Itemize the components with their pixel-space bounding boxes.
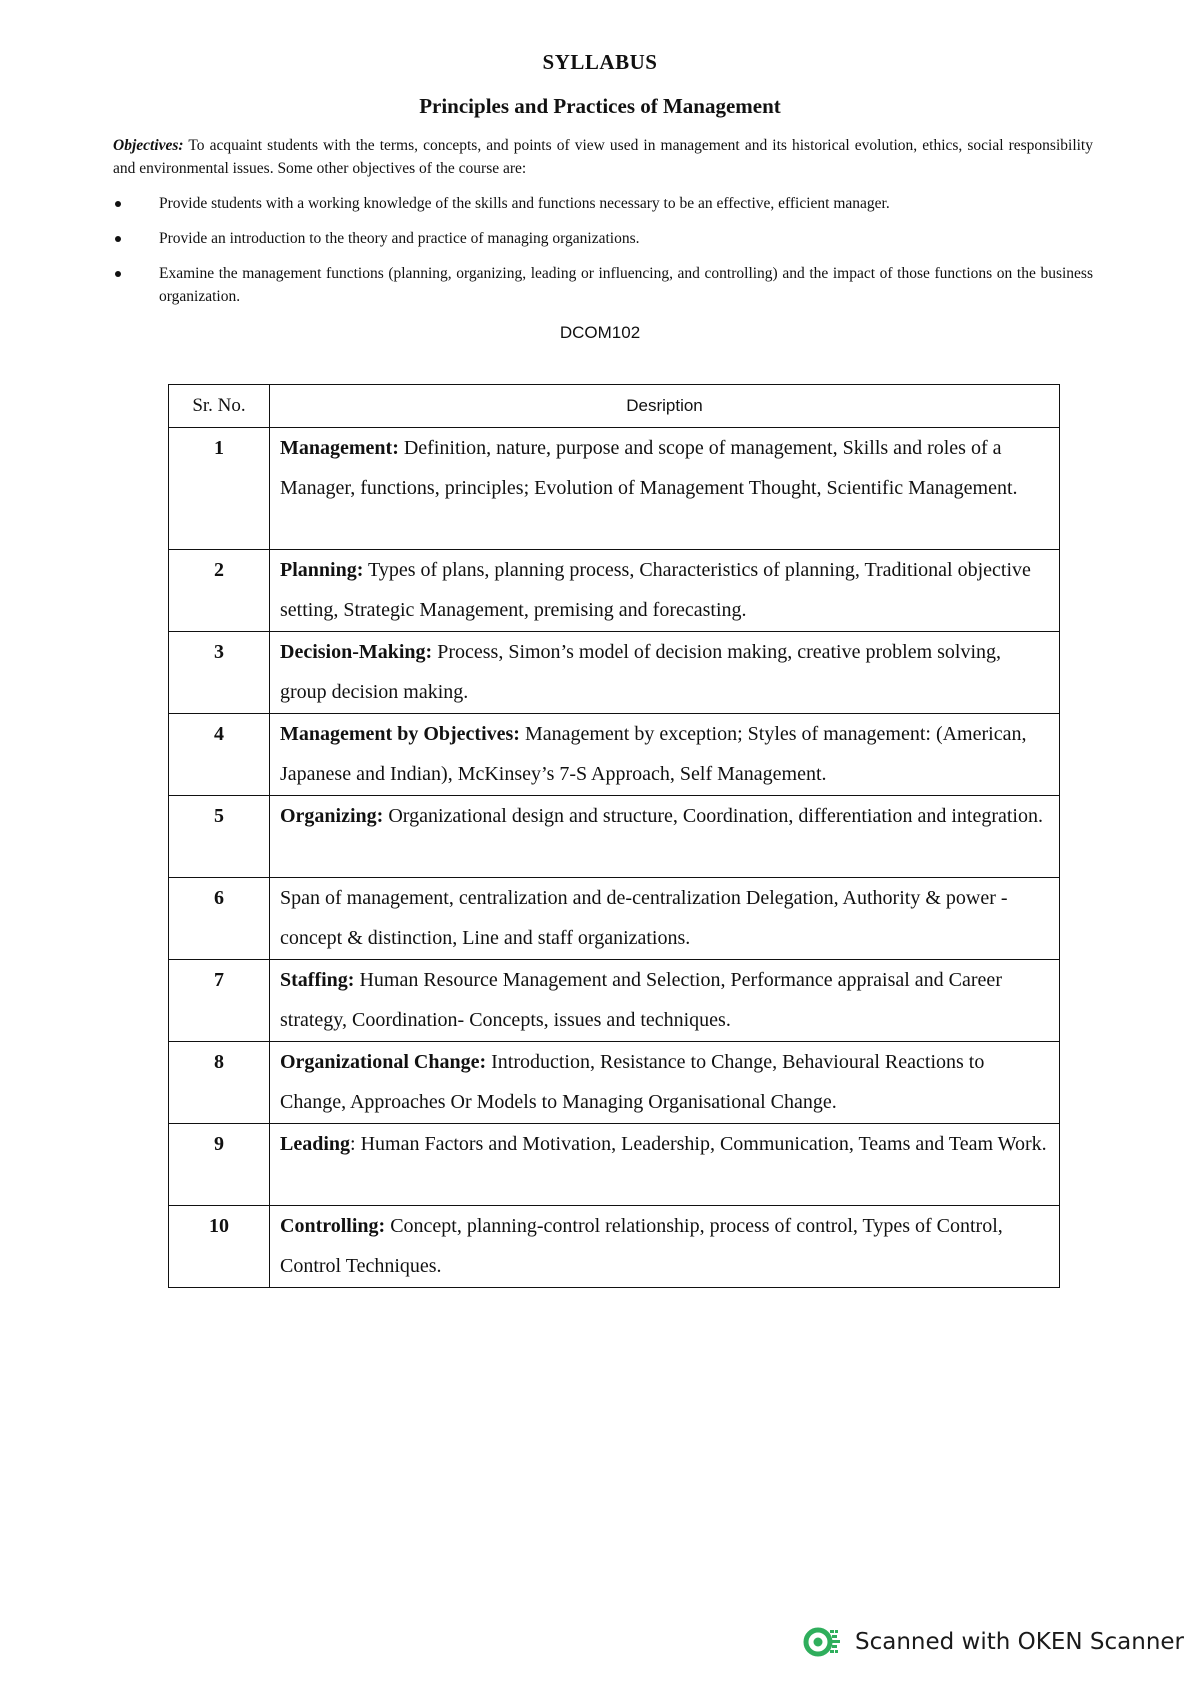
- topic-title: Staffing:: [280, 969, 355, 991]
- topic-text: Management by exception; Styles of management: (American, Japanese and Indian), McKinsey’s 7-S Approach, Self Management.: [280, 723, 1027, 785]
- page-title: SYLLABUS: [542, 50, 658, 74]
- column-header-sr-no: Sr. No.: [169, 385, 270, 428]
- row-number: 8: [169, 1042, 270, 1124]
- row-number: 10: [169, 1206, 270, 1288]
- course-title: Principles and Practices of Management: [419, 94, 781, 118]
- row-description: [270, 1042, 1060, 1124]
- bullet-icon: [115, 201, 121, 207]
- table-header-row: [169, 385, 1060, 428]
- row-number: 2: [169, 550, 270, 632]
- topic-text: Definition, nature, purpose and scope of management, Skills and roles of a Manager, functions, principles; Evolution of Management Thought, Scientific Management.: [280, 437, 1018, 499]
- topic-text: Organizational design and structure, Coordination, differentiation and integration.: [383, 805, 1043, 827]
- row-number: 5: [169, 796, 270, 878]
- topic-title: Controlling:: [280, 1215, 386, 1237]
- row-description: [270, 878, 1060, 960]
- objectives-label: Objectives:: [113, 137, 184, 154]
- syllabus-table: [168, 384, 1060, 1288]
- table-row: [169, 796, 1060, 878]
- topic-text: Types of plans, planning process, Characteristics of planning, Traditional objective setting, Strategic Management, premising and forecasting.: [280, 559, 1031, 621]
- row-number: 7: [169, 960, 270, 1042]
- list-item: [113, 227, 1093, 250]
- topic-text: Human Resource Management and Selection, Performance appraisal and Career strategy, Coordination- Concepts, issues and techniques.: [280, 969, 1002, 1031]
- topic-text: : Human Factors and Motivation, Leadership, Communication, Teams and Team Work.: [350, 1133, 1047, 1155]
- scanner-watermark: [803, 1624, 1184, 1660]
- table-row: [169, 550, 1060, 632]
- objectives-text: To acquaint students with the terms, concepts, and points of view used in management and its historical evolution, ethics, social responsibility and environmental issues. Some other objectives of the course are:: [113, 137, 1093, 177]
- oken-scanner-logo-icon: [803, 1624, 843, 1660]
- row-description: [270, 714, 1060, 796]
- table-row: [169, 632, 1060, 714]
- row-description: [270, 550, 1060, 632]
- watermark-text: Scanned with OKEN Scanner: [855, 1629, 1184, 1655]
- topic-title: Organizing:: [280, 805, 384, 827]
- row-description: [270, 428, 1060, 550]
- topic-text: Process, Simon’s model of decision making, creative problem solving, group decision making.: [280, 641, 1002, 703]
- objectives-bullet-list: [113, 192, 1093, 320]
- row-number: 9: [169, 1124, 270, 1206]
- bullet-text: Examine the management functions (planning, organizing, leading or influencing, and controlling) and the impact of those functions on the business organization.: [159, 265, 1093, 305]
- row-number: 6: [169, 878, 270, 960]
- row-description: [270, 1206, 1060, 1288]
- row-description: [270, 960, 1060, 1042]
- table-row: [169, 960, 1060, 1042]
- table-row: [169, 428, 1060, 550]
- row-number: 1: [169, 428, 270, 550]
- table-row: [169, 878, 1060, 960]
- row-description: [270, 632, 1060, 714]
- bullet-text: Provide an introduction to the theory and practice of managing organizations.: [159, 230, 640, 247]
- table-row: [169, 1042, 1060, 1124]
- topic-title: Management by Objectives:: [280, 723, 520, 745]
- column-header-description: Desription: [270, 385, 1060, 428]
- topic-text: Span of management, centralization and de-centralization Delegation, Authority & power - concept & distinction, Line and staff organizations.: [280, 887, 1008, 949]
- table-row: [169, 1124, 1060, 1206]
- topic-text: Concept, planning-control relationship, process of control, Types of Control, Control Techniques.: [280, 1215, 1003, 1277]
- bullet-text: Provide students with a working knowledge of the skills and functions necessary to be an effective, efficient manager.: [159, 195, 890, 212]
- topic-text: Introduction, Resistance to Change, Behavioural Reactions to Change, Approaches Or Models to Managing Organisational Change.: [280, 1051, 985, 1113]
- list-item: [113, 192, 1093, 215]
- topic-title: Organizational Change:: [280, 1051, 487, 1073]
- topic-title: Decision-Making:: [280, 641, 433, 663]
- row-description: [270, 796, 1060, 878]
- list-item: [113, 262, 1093, 308]
- course-code: DCOM102: [559, 323, 641, 342]
- topic-title: Management:: [280, 437, 399, 459]
- topic-title: Planning:: [280, 559, 364, 581]
- topic-title: Leading: [280, 1133, 351, 1155]
- row-number: 4: [169, 714, 270, 796]
- objectives-paragraph: [113, 134, 1093, 180]
- bullet-icon: [115, 271, 121, 277]
- table-row: [169, 714, 1060, 796]
- table-row: [169, 1206, 1060, 1288]
- row-number: 3: [169, 632, 270, 714]
- bullet-icon: [115, 236, 121, 242]
- row-description: [270, 1124, 1060, 1206]
